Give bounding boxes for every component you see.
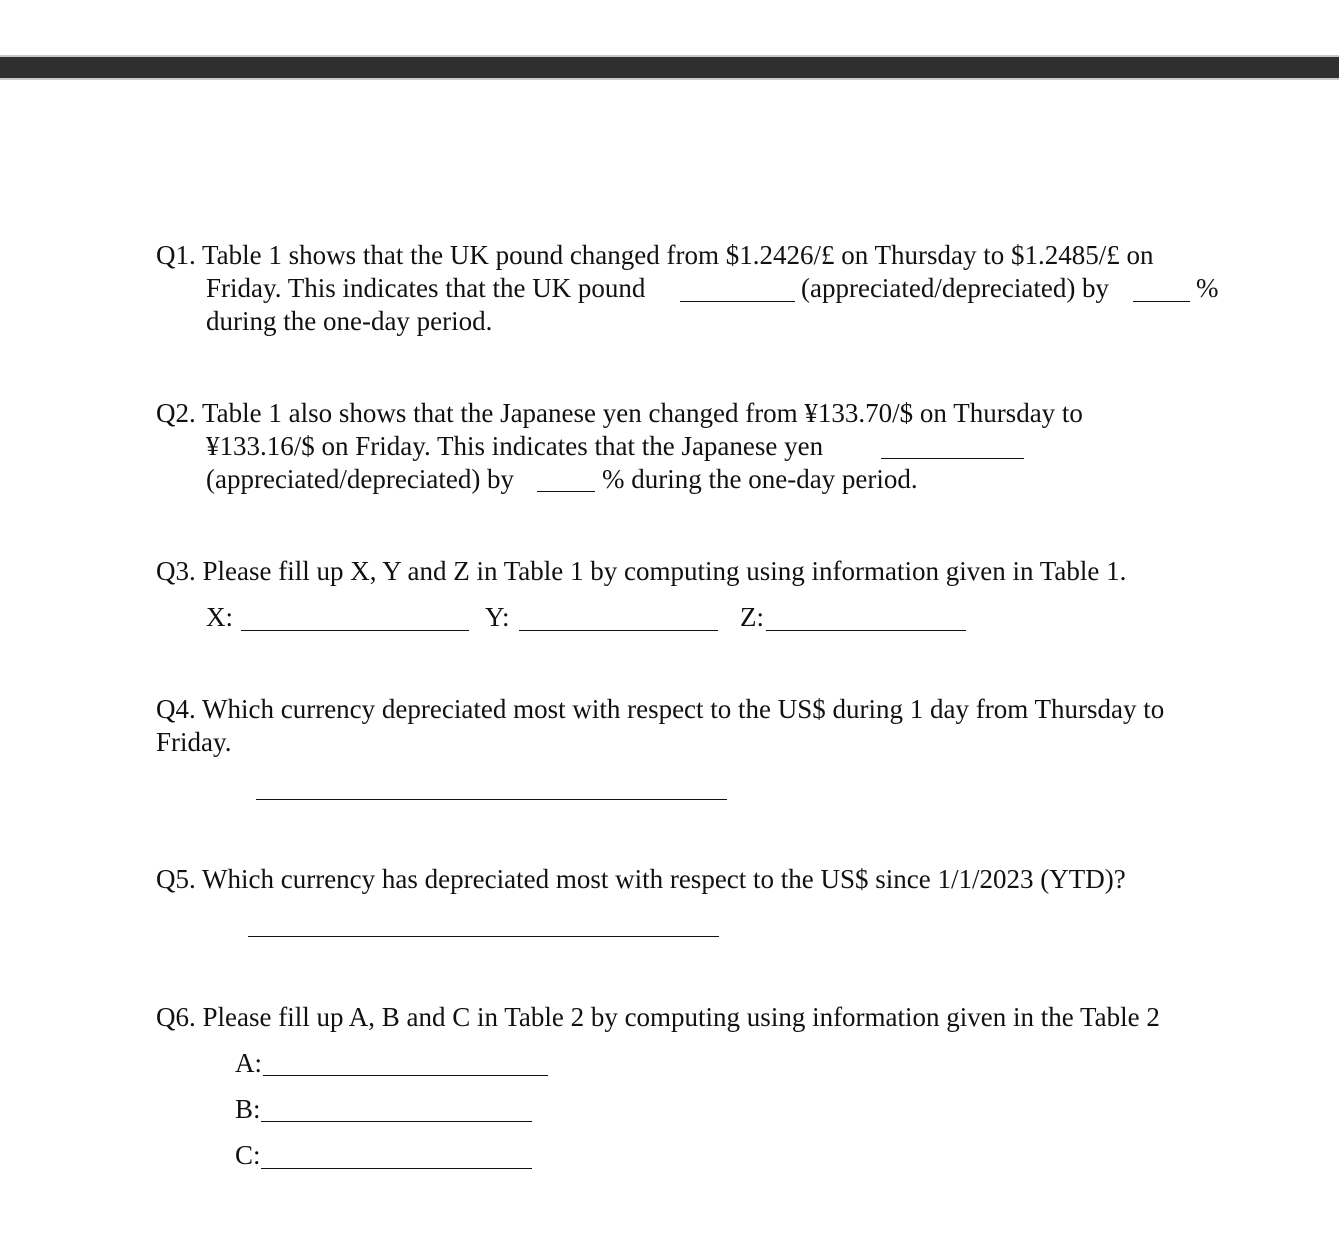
question-2-line-2: ¥133.16/$ on Friday. This indicates that the Japanese yen xyxy=(206,431,824,461)
question-1-percent-sign: % xyxy=(1196,273,1219,303)
question-2-line-1: Q2. Table 1 also shows that the Japanese yen changed from ¥133.70/$ on Thursday to xyxy=(156,398,1083,428)
q6-a-label: A: xyxy=(235,1048,262,1078)
page-top-margin xyxy=(0,0,1339,55)
q2-direction-blank[interactable] xyxy=(881,458,1024,459)
q6-c-label: C: xyxy=(235,1140,261,1170)
q2-percent-blank[interactable] xyxy=(537,491,595,492)
question-1-line-2a: Friday. This indicates that the UK pound xyxy=(206,273,646,303)
document-header-bar xyxy=(0,55,1339,80)
question-6-text: Q6. Please fill up A, B and C in Table 2 by computing using information given in the Table 2 xyxy=(156,1002,1160,1032)
question-1-line-2b: (appreciated/depreciated) by xyxy=(801,273,1110,303)
q6-c-blank[interactable] xyxy=(261,1168,532,1169)
q1-percent-blank[interactable] xyxy=(1133,301,1190,302)
q6-a-blank[interactable] xyxy=(263,1075,548,1076)
question-3-text: Q3. Please fill up X, Y and Z in Table 1 by computing using information given in Table 1. xyxy=(156,556,1127,586)
q3-z-label: Z: xyxy=(740,602,764,632)
q3-x-label: X: xyxy=(206,602,233,632)
question-5-text: Q5. Which currency has depreciated most with respect to the US$ since 1/1/2023 (YTD)? xyxy=(156,864,1126,894)
q1-direction-blank[interactable] xyxy=(680,301,795,302)
q6-b-label: B: xyxy=(235,1094,261,1124)
question-1-line-3: during the one-day period. xyxy=(206,306,493,336)
q6-b-blank[interactable] xyxy=(261,1121,532,1122)
q3-y-label: Y: xyxy=(485,602,510,632)
question-4-line-1: Q4. Which currency depreciated most with respect to the US$ during 1 day from Thursday to xyxy=(156,694,1165,724)
question-4-line-2: Friday. xyxy=(156,727,232,757)
q5-answer-blank[interactable] xyxy=(248,936,719,937)
question-1-line-1: Q1. Table 1 shows that the UK pound changed from $1.2426/£ on Thursday to $1.2485/£ on xyxy=(156,240,1154,270)
q4-answer-blank[interactable] xyxy=(256,799,727,800)
q3-y-blank[interactable] xyxy=(519,630,718,631)
q3-x-blank[interactable] xyxy=(241,630,469,631)
question-2-line-3b: % during the one-day period. xyxy=(602,464,918,494)
question-2-line-3a: (appreciated/depreciated) by xyxy=(206,464,515,494)
q3-z-blank[interactable] xyxy=(766,630,966,631)
question-1-line-2 xyxy=(206,272,645,305)
